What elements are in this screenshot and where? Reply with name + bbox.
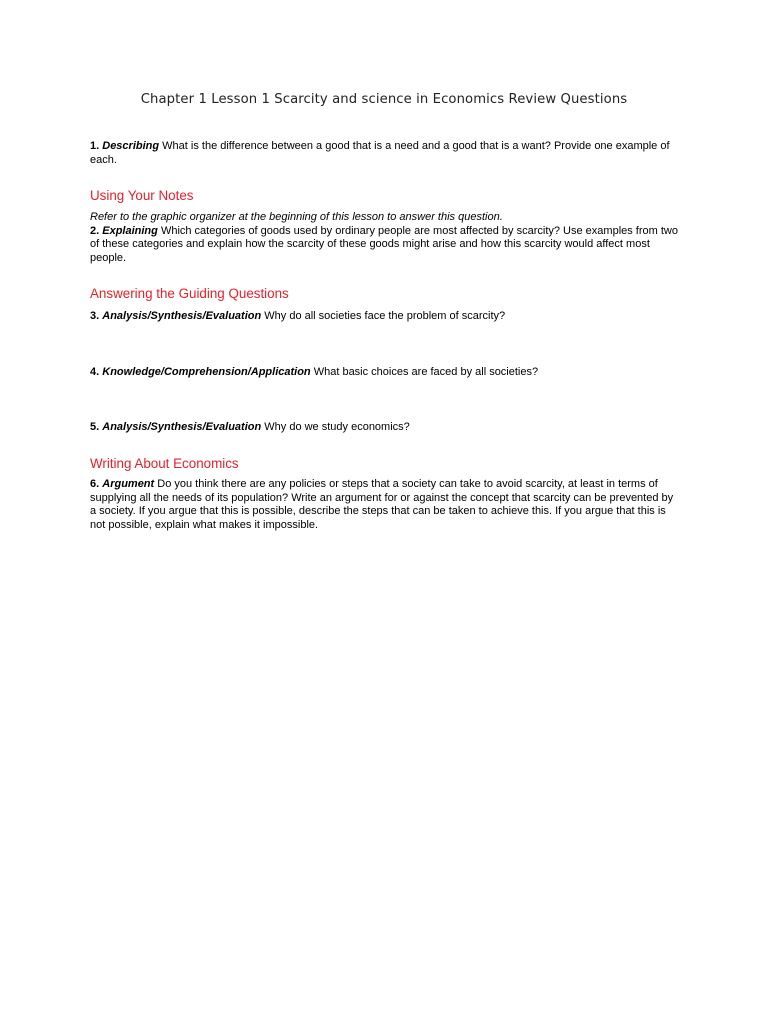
question-number: 2. <box>90 224 100 237</box>
section-heading-writing-about-economics: Writing About Economics <box>90 456 239 471</box>
question-number: 3. <box>90 310 100 322</box>
question-skill: Analysis/Synthesis/Evaluation <box>102 310 262 322</box>
question-5 <box>90 421 680 435</box>
question-skill: Describing <box>102 140 160 152</box>
question-text: Why do all societies face the problem of scarcity? <box>264 310 506 322</box>
question-1 <box>90 140 680 167</box>
question-number: 1. <box>90 140 100 152</box>
question-skill: Explaining <box>102 224 158 237</box>
question-number: 4. <box>90 366 100 378</box>
question-3 <box>90 310 680 324</box>
section-heading-guiding-questions: Answering the Guiding Questions <box>90 286 289 301</box>
question-4 <box>90 366 680 380</box>
question-text: Why do we study economics? <box>264 421 410 433</box>
question-text: Do you think there are any policies or steps that a society can take to avoid scarcity, at least in terms of supplying all the needs of its population? Write an argument for or against the concept that scarcity can be prevented by a society. If you argue that this is possible, describe the steps that can be taken to achieve this. If you argue that this is not possible, explain what makes it impossible. <box>90 478 674 531</box>
question-6 <box>90 478 680 532</box>
question-text: What basic choices are faced by all societies? <box>313 366 539 378</box>
question-text: What is the difference between a good that is a need and a good that is a want? Provide one example of each. <box>90 140 670 166</box>
document-title: Chapter 1 Lesson 1 Scarcity and science in Economics Review Questions <box>140 92 628 107</box>
question-number: 6. <box>90 478 100 490</box>
question-number: 5. <box>90 421 100 433</box>
question-text: Which categories of goods used by ordinary people are most affected by scarcity? Use examples from two of these categories and explain how the scarcity of these goods might arise and how this scarcity would affect most people. <box>90 224 678 264</box>
question-skill: Argument <box>102 478 155 490</box>
question-2 <box>90 211 680 265</box>
notes-instruction: Refer to the graphic organizer at the beginning of this lesson to answer this question. <box>90 211 503 223</box>
question-skill: Analysis/Synthesis/Evaluation <box>102 421 262 433</box>
section-heading-using-your-notes: Using Your Notes <box>90 188 194 203</box>
question-skill: Knowledge/Comprehension/Application <box>102 366 311 378</box>
